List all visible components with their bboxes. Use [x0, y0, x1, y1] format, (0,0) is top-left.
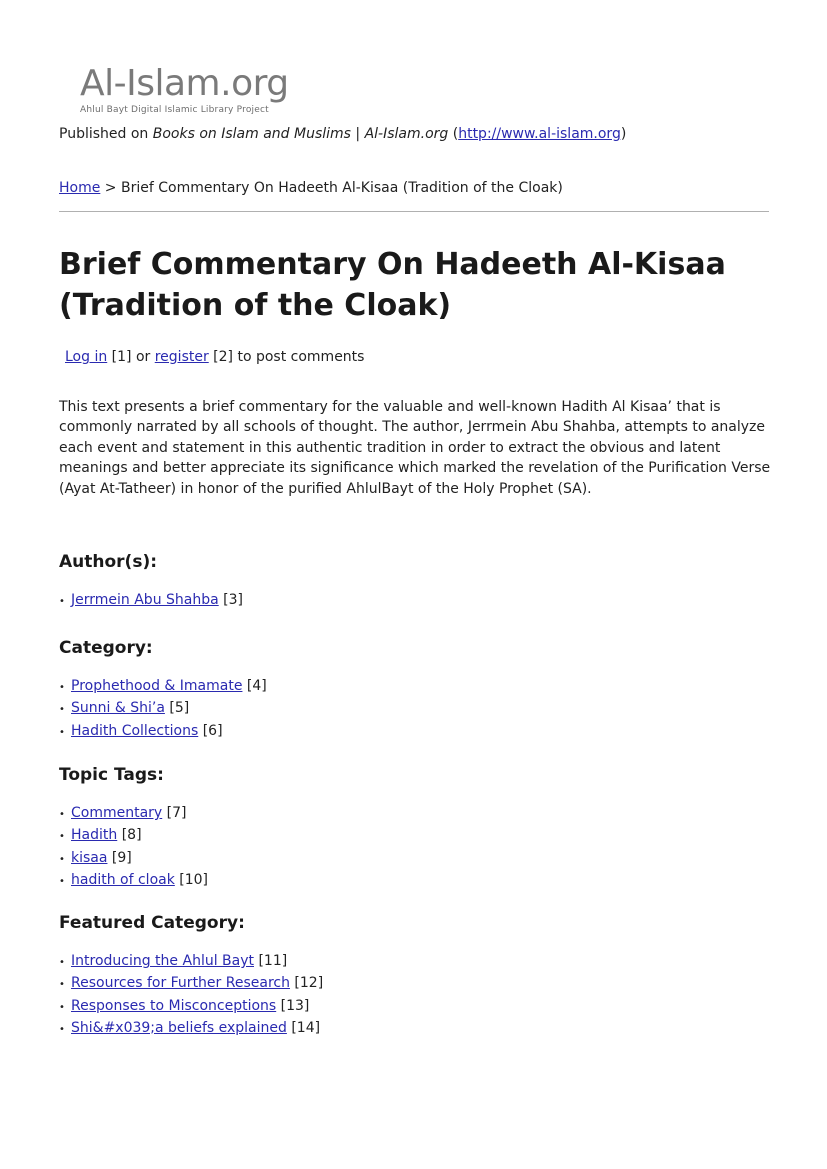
- list-item-link[interactable]: Jerrmein Abu Shahba: [71, 592, 219, 608]
- site-logo: [80, 64, 312, 120]
- list-item: [59, 870, 208, 892]
- list-item-link[interactable]: Commentary: [71, 805, 163, 821]
- list-item: [59, 803, 208, 825]
- summary-text: This text presents a brief commentary for the valuable and well-known Hadith Al Kisaa’ that is commonly narrated by all schools of thought. The author, Jerrmein Abu Shahba, attempts to analyze each event and statement in this authentic tradition in order to extract the obvious and latent meanings and better appreciate its significance which marked the revelation of the Purification Verse (Ayat At-Tatheer) in honor of the purified AhlulBayt of the Holy Prophet (SA).: [59, 399, 771, 497]
- list-item: [59, 951, 323, 973]
- featured-category-list: [59, 951, 323, 1040]
- list-item-link[interactable]: Responses to Misconceptions: [71, 997, 277, 1014]
- register-ref: [2] to post comments: [208, 349, 365, 365]
- list-item-link[interactable]: kisaa: [71, 849, 108, 866]
- bullet-icon: •: [59, 979, 65, 991]
- list-item-ref: [3]: [218, 592, 243, 608]
- bullet-icon: •: [59, 1001, 65, 1013]
- list-item-ref: [12]: [289, 975, 324, 992]
- logo-tagline: Ahlul Bayt Digital Islamic Library Project: [80, 105, 269, 115]
- list-item: [59, 1018, 323, 1040]
- list-item-link[interactable]: hadith of cloak: [71, 871, 175, 888]
- list-item-link[interactable]: Introducing the Ahlul Bayt: [71, 953, 254, 969]
- category-list: [59, 676, 267, 743]
- breadcrumb-current: Brief Commentary On Hadeeth Al-Kisaa (Tradition of the Cloak): [120, 180, 563, 196]
- list-item-ref: [6]: [198, 722, 223, 739]
- list-item-link[interactable]: Sunni & Shi’a: [71, 700, 165, 717]
- breadcrumb-home-link[interactable]: Home: [59, 180, 101, 196]
- list-item: [59, 590, 243, 612]
- category-heading: Category:: [59, 638, 153, 658]
- list-item-ref: [5]: [164, 700, 190, 717]
- published-close-paren: ): [620, 126, 627, 142]
- page-title: Brief Commentary On Hadeeth Al-Kisaa (Tradition of the Cloak): [59, 247, 726, 323]
- bullet-icon: •: [59, 704, 65, 716]
- topic-tags-heading: Topic Tags:: [59, 765, 164, 785]
- bullet-icon: •: [59, 682, 65, 693]
- bullet-icon: •: [59, 596, 65, 607]
- list-item-link[interactable]: Hadith: [71, 827, 118, 844]
- list-item-ref: [11]: [254, 953, 288, 969]
- list-item-link[interactable]: Prophethood & Imamate: [71, 678, 243, 694]
- bullet-icon: •: [59, 1023, 65, 1035]
- bullet-icon: •: [59, 853, 65, 865]
- featured-category-heading: Featured Category:: [59, 913, 245, 933]
- list-item: [59, 996, 323, 1018]
- list-item-link[interactable]: Hadith Collections: [71, 722, 199, 739]
- bullet-icon: •: [59, 726, 65, 738]
- bullet-icon: •: [59, 957, 65, 968]
- topic-tags-list: [59, 803, 208, 892]
- published-open-paren: (: [448, 126, 459, 142]
- login-ref: [1] or: [107, 349, 155, 365]
- list-item: [59, 676, 267, 698]
- login-line: [65, 347, 364, 367]
- list-item-ref: [13]: [276, 997, 310, 1014]
- list-item: [59, 721, 267, 743]
- bullet-icon: •: [59, 875, 65, 887]
- breadcrumb: [59, 178, 563, 198]
- list-item-link[interactable]: Shi&#x039;a beliefs explained: [71, 1019, 287, 1036]
- login-link[interactable]: Log in: [65, 349, 108, 365]
- list-item-ref: [10]: [174, 871, 209, 888]
- register-link[interactable]: register: [154, 349, 209, 365]
- list-item-ref: [7]: [162, 805, 187, 821]
- list-item: [59, 698, 267, 720]
- bullet-icon: •: [59, 809, 65, 820]
- published-site-url-link[interactable]: http://www.al-islam.org: [458, 126, 621, 142]
- breadcrumb-separator: >: [100, 180, 121, 196]
- authors-list: [59, 590, 243, 612]
- list-item-ref: [8]: [117, 827, 142, 844]
- list-item-link[interactable]: Resources for Further Research: [71, 975, 290, 992]
- published-site-name: Books on Islam and Muslims | Al-Islam.org: [152, 126, 449, 142]
- list-item: [59, 973, 323, 995]
- logo-wordmark: Al-Islam.org: [80, 63, 289, 104]
- header-divider: [59, 211, 769, 212]
- published-prefix: Published on: [59, 126, 149, 142]
- list-item-ref: [14]: [286, 1019, 321, 1036]
- list-item-ref: [9]: [107, 849, 132, 866]
- list-item: [59, 848, 208, 870]
- list-item-ref: [4]: [242, 678, 267, 694]
- authors-heading: Author(s):: [59, 552, 158, 572]
- published-line: [59, 124, 626, 144]
- bullet-icon: •: [59, 831, 65, 843]
- list-item: [59, 825, 208, 847]
